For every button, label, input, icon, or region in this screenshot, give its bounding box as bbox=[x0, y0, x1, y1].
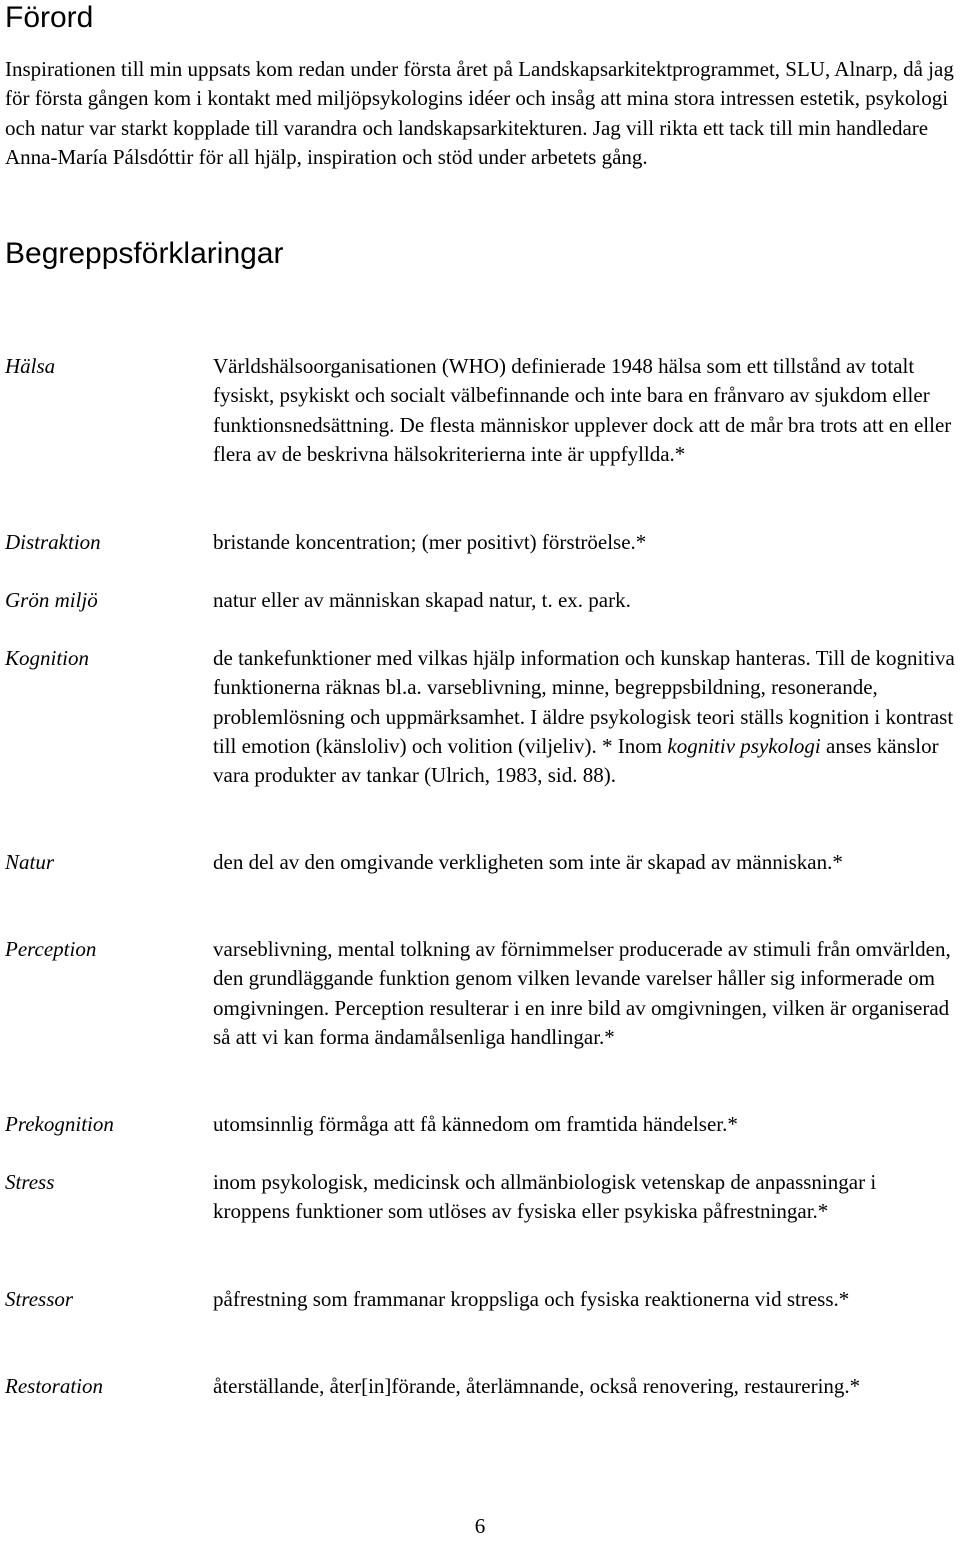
glossary-term-restoration: Restoration bbox=[5, 1374, 103, 1398]
glossary-title: Begreppsförklaringar bbox=[5, 237, 284, 270]
glossary-definition-halsa: Världshälsoorganisationen (WHO) definierade 1948 hälsa som ett tillstånd av totalt fysiskt, psykiskt och socialt välbefinnande och inte bara en frånvaro av sjukdom eller funktionsnedsättning. De flesta människor upplever dock att de mår bra trots att en eller flera av de beskrivna hälsokriterierna inte är uppfyllda.* bbox=[213, 354, 952, 466]
glossary-definition-distraktion: bristande koncentration; (mer positivt) förströelse.* bbox=[213, 530, 647, 554]
kognition-definition-part-2: anses känslor vara produkter av tankar (Ulrich, 1983, sid. 88). bbox=[213, 733, 939, 788]
glossary-definition-perception: varseblivning, mental tolkning av förnimmelser producerade av stimuli från omvärlden, den grundläggande funktion genom vilken levande varelser håller sig informerade om omgivningen. Perception resulterar i en inre bild av omgivningen, vilken är organiserad så att vi kan forma ändamålsenliga handlingar.* bbox=[213, 937, 951, 1049]
glossary-term-perception: Perception bbox=[5, 937, 97, 961]
preface-title: Förord bbox=[5, 1, 94, 34]
glossary-definition-stress: inom psykologisk, medicinsk och allmänbiologisk vetenskap de anpassningar i kroppens funktioner som utlöses av fysiska eller psykiska påfrestningar.* bbox=[213, 1170, 877, 1224]
preface-text: Inspirationen till min uppsats kom redan under första året på Landskapsarkitektprogrammet, SLU, Alnarp, då jag för första gången kom i kontakt med miljöpsykologins idéer och insåg att mina stora intressen estetik, psykologi och natur var starkt kopplade till varandra och landskapsarkitekturen. Jag vill rikta ett tack till min handledare Anna-María Pálsdóttir för all hjälp, inspiration och stöd under arbetets gång. bbox=[5, 57, 954, 169]
kognition-definition-part-1: de tankefunktioner med vilkas hjälp information och kunskap hanteras. Till de kognitiva funktionerna räknas bl.a. varseblivning, minne, begreppsbildning, resonerande, problemlösning och uppmärksamhet. I äldre psykologisk teori ställs kognition i kontrast till emotion (känsloliv) och volition (viljeliv). * Inom bbox=[213, 646, 955, 758]
glossary-definition-prekognition: utomsinnlig förmåga att få kännedom om framtida händelser.* bbox=[213, 1112, 738, 1136]
glossary-definition-kognition bbox=[213, 644, 958, 790]
glossary-definition-gron-miljo: natur eller av människan skapad natur, t. ex. park. bbox=[213, 588, 631, 612]
glossary-term-stress: Stress bbox=[5, 1170, 55, 1194]
glossary-term-prekognition: Prekognition bbox=[5, 1112, 114, 1136]
glossary-term-distraktion: Distraktion bbox=[5, 530, 101, 554]
glossary-term-stressor: Stressor bbox=[5, 1287, 74, 1311]
glossary-definition-restoration: återställande, åter[in]förande, återlämnande, också renovering, restaurering.* bbox=[213, 1374, 861, 1398]
glossary-definition-stressor: påfrestning som frammanar kroppsliga och fysiska reaktionerna vid stress.* bbox=[213, 1287, 850, 1311]
glossary-definition-natur: den del av den omgivande verkligheten som inte är skapad av människan.* bbox=[213, 850, 843, 874]
page-number: 6 bbox=[474, 1514, 486, 1538]
kognition-definition-italic: kognitiv psykologi bbox=[667, 733, 821, 758]
glossary-term-kognition: Kognition bbox=[5, 646, 90, 670]
glossary-term-gron-miljo: Grön miljö bbox=[5, 588, 98, 612]
glossary-term-natur: Natur bbox=[5, 850, 55, 874]
glossary-term-halsa: Hälsa bbox=[5, 354, 56, 378]
